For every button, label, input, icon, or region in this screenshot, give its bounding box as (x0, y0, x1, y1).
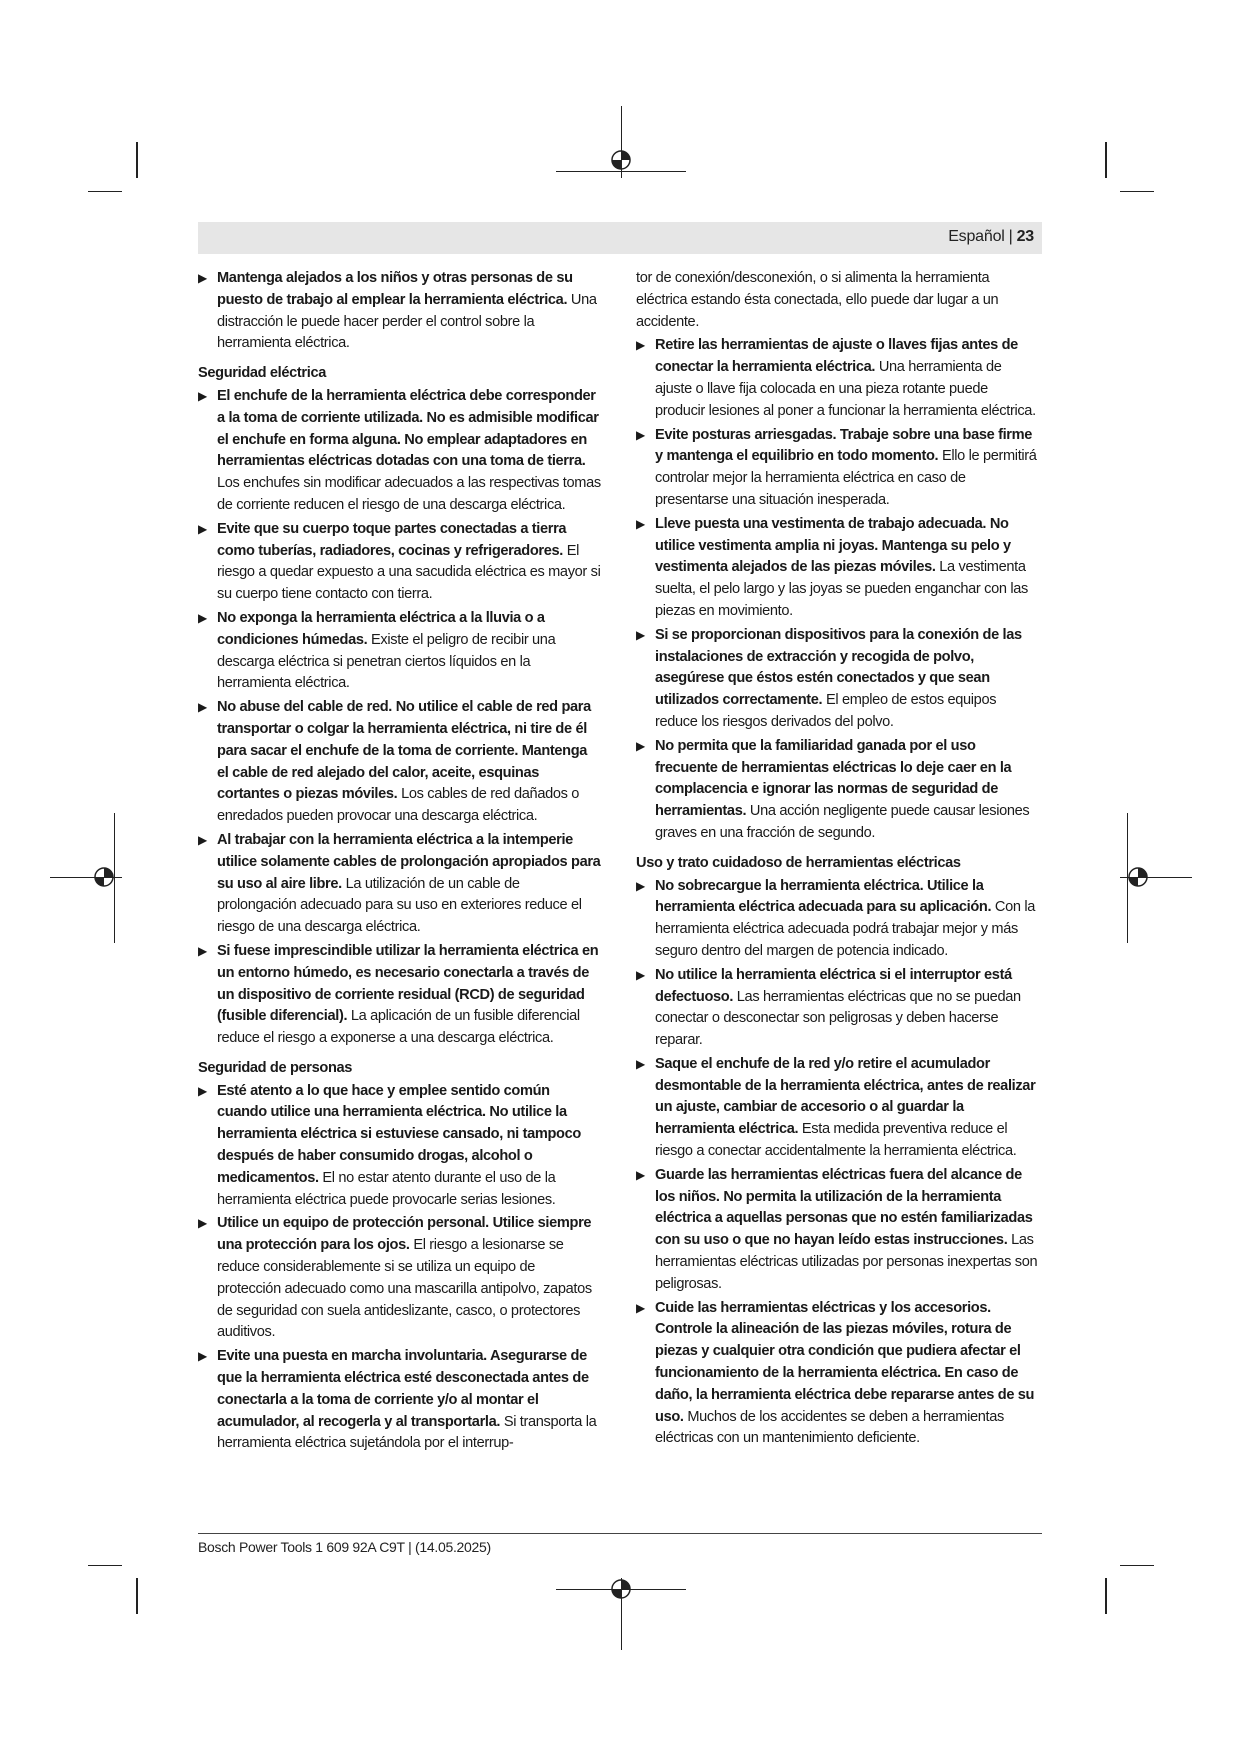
item-bold: No sobrecargue la herramienta eléctrica. Utilice la herramienta eléctrica adecuada para su aplicación. (655, 877, 992, 916)
safety-item (636, 1165, 1040, 1296)
item-bold: Evite una puesta en marcha involuntaria. Asegurarse de que la herramienta eléctrica esté desconectada antes de conectarla a la toma de corriente y/o al montar el acumulador, al recogerla y al transportarla. (217, 1348, 589, 1430)
bullet-icon: ▶ (198, 700, 207, 715)
crop-mark (1120, 1565, 1154, 1566)
item-bold: Utilice un equipo de protección personal. Utilice siempre una protección para los ojos. (217, 1215, 592, 1254)
item-text: El riesgo a lesionarse se reduce considerablemente si se utiliza un equipo de protección adecuado como una mascarilla antipolvo, zapatos de seguridad con suela antideslizante, casco, o protectores auditivos. (217, 1237, 592, 1341)
item-text: Las herramientas eléctricas utilizadas por personas inexpertas son peligrosas. (655, 1232, 1038, 1292)
footer-text: Bosch Power Tools 1 609 92A C9T | (14.05.2025) (198, 1539, 491, 1555)
item-bold: Evite posturas arriesgadas. Trabaje sobre una base firme y mantenga el equilibrio en todo momento. (655, 426, 1033, 465)
bullet-icon: ▶ (636, 738, 645, 753)
item-text: Muchos de los accidentes se deben a herramientas eléctricas con un mantenimiento deficiente. (655, 1408, 1004, 1447)
item-text: Los enchufes sin modificar adecuados a las respectivas tomas de corriente reducen el riesgo de una descarga eléctrica. (217, 475, 601, 513)
bullet-icon: ▶ (636, 516, 645, 531)
safety-item (198, 519, 602, 606)
item-bold: Si fuese imprescindible utilizar la herramienta eléctrica en un entorno húmedo, es necesario conectarla a través de un dispositivo de corriente residual (RCD) de seguridad (fusible diferencial). (217, 942, 599, 1025)
footer-rule (198, 1533, 1042, 1534)
section-heading: Uso y trato cuidadoso de herramientas eléctricas (636, 854, 961, 871)
item-text: Si transporta la herramienta eléctrica sujetándola por el interrup- (217, 1413, 597, 1452)
item-bold: Guarde las herramientas eléctricas fuera del alcance de los niños. No permita la utilización de la herramienta eléctrica a aquellas personas que no estén familiarizadas con su uso o que no hayan leído estas instrucciones. (655, 1166, 1033, 1249)
safety-item (198, 697, 602, 828)
safety-item (198, 1081, 602, 1212)
item-text: Ello le permitirá controlar mejor la herramienta eléctrica en caso de presentarse una situación inesperada. (655, 448, 1037, 508)
item-bold: No abuse del cable de red. No utilice el cable de red para transportar o colgar la herramienta eléctrica, ni tire de él para sacar el enchufe de la toma de corriente. Mantenga el cable de red alejado del calor, aceite, esquinas cortantes o piezas móviles. (217, 699, 591, 803)
item-bold: Saque el enchufe de la red y/o retire el acumulador desmontable de la herramienta eléctrica, antes de realizar un ajuste, cambiar de accesorio o al guardar la herramienta eléctrica. (655, 1055, 1036, 1138)
item-bold: Al trabajar con la herramienta eléctrica a la intemperie utilice solamente cables de prolongación apropiados para su uso al aire libre. (217, 831, 601, 892)
item-text: Esta medida preventiva reduce el riesgo a conectar accidentalmente la herramienta eléctrica. (655, 1121, 1017, 1160)
bullet-icon: ▶ (636, 338, 645, 353)
item-text: El no estar atento durante el uso de la herramienta eléctrica puede provocarle serias lesiones. (217, 1169, 556, 1208)
item-text: Una herramienta de ajuste o llave fija colocada en una pieza rotante puede producir lesiones al poner a funcionar la herramienta eléctrica. (655, 359, 1036, 419)
safety-item (636, 1054, 1040, 1163)
section-heading: Seguridad de personas (198, 1059, 353, 1076)
safety-item (198, 941, 602, 1050)
safety-item (636, 1298, 1040, 1451)
item-text: Con la herramienta eléctrica adecuada podrá trabajar mejor y más seguro dentro del margen de potencia indicado. (655, 899, 1035, 959)
bullet-icon: ▶ (198, 610, 207, 625)
crop-mark (1105, 1578, 1107, 1614)
bullet-icon: ▶ (198, 521, 207, 536)
registration-target-icon (610, 149, 632, 171)
safety-item (198, 1213, 602, 1344)
safety-item (636, 965, 1040, 1052)
item-text: Una acción negligente puede causar lesiones graves en una fracción de segundo. (655, 803, 1030, 841)
registration-line (556, 171, 686, 172)
item-bold: Si se proporcionan dispositivos para la conexión de las instalaciones de extracción y recogida de polvo, asegúrese que éstos estén conectados y que sean utilizados correctamente. (655, 626, 1022, 709)
registration-target-icon (93, 866, 115, 888)
page-number: 23 (1016, 228, 1034, 245)
crop-mark (88, 191, 122, 192)
safety-item (636, 625, 1040, 734)
bullet-icon: ▶ (198, 832, 207, 847)
safety-item (636, 514, 1040, 623)
safety-item (198, 608, 602, 695)
header-section: Español (948, 228, 1005, 245)
safety-item (636, 335, 1040, 422)
section-heading: Seguridad eléctrica (198, 365, 326, 382)
bullet-icon: ▶ (198, 1349, 207, 1364)
safety-item (198, 386, 602, 517)
crop-mark (136, 142, 138, 178)
bullet-icon: ▶ (636, 878, 645, 893)
bullet-icon: ▶ (636, 967, 645, 982)
safety-item (636, 736, 1040, 845)
bullet-icon: ▶ (198, 271, 207, 285)
crop-mark (136, 1578, 138, 1614)
item-bold: No utilice la herramienta eléctrica si el interruptor está defectuoso. (655, 966, 1012, 1005)
registration-target-icon (610, 1578, 632, 1600)
bullet-icon: ▶ (636, 1167, 645, 1182)
bullet-icon: ▶ (198, 1216, 207, 1231)
item-text: La vestimenta suelta, el pelo largo y las joyas se pueden enganchar con las piezas en movimiento. (655, 559, 1028, 619)
item-bold: Retire las herramientas de ajuste o llaves fijas antes de conectar la herramienta eléctrica. (655, 337, 1018, 376)
item-bold: Cuide las herramientas eléctricas y los accesorios. Controle la alineación de las piezas móviles, rotura de piezas y cualquier otra condición que pudiera afectar el funcionamiento de la herramienta eléctrica. En caso de daño, la herramienta eléctrica debe repararse antes de su uso. (655, 1299, 1035, 1425)
crop-mark (1105, 142, 1107, 178)
item-bold: No permita que la familiaridad ganada por el uso frecuente de herramientas eléctricas lo deje caer en la complacencia e ignorar las normas de seguridad de herramientas. (655, 737, 1012, 820)
continuation-text: tor de conexión/desconexión, o si alimenta la herramienta eléctrica estando ésta conectada, ello puede dar lugar a un accidente. (636, 270, 999, 330)
crop-mark (88, 1565, 122, 1566)
item-bold: Lleve puesta una vestimenta de trabajo adecuada. No utilice vestimenta amplia ni joyas. Mantenga su pelo y vestimenta alejados de las piezas móviles. (655, 515, 1011, 576)
item-bold: El enchufe de la herramienta eléctrica debe corresponder a la toma de corriente utilizada. No es admisible modificar el enchufe en forma alguna. No emplear adaptadores en herramientas eléctricas dotadas con una toma de tierra. (217, 387, 599, 470)
item-text: La aplicación de un fusible diferencial reduce el riesgo a exponerse a una descarga eléctrica. (217, 1008, 580, 1047)
crop-mark (1120, 191, 1154, 192)
item-text: Una distracción le puede hacer perder el control sobre la herramienta eléctrica. (217, 291, 597, 352)
item-bold: Mantenga alejados a los niños y otras personas de su puesto de trabajo al emplear la herramienta eléctrica. (217, 270, 573, 308)
bullet-icon: ▶ (636, 1300, 645, 1315)
bullet-icon: ▶ (636, 427, 645, 442)
bullet-icon: ▶ (198, 1083, 207, 1098)
item-text: La utilización de un cable de prolongación adecuado para su uso en exteriores reduce el riesgo de una descarga eléctrica. (217, 875, 582, 936)
right-column (636, 268, 1040, 1452)
bullet-icon: ▶ (636, 1056, 645, 1071)
item-text: Las herramientas eléctricas que no se puedan conectar o desconectar son peligrosas y deben hacerse reparar. (655, 988, 1021, 1049)
item-bold: Evite que su cuerpo toque partes conectadas a tierra como tuberías, radiadores, cocinas y refrigeradores. (217, 520, 567, 559)
bullet-icon: ▶ (198, 388, 207, 403)
bullet-icon: ▶ (198, 943, 207, 958)
safety-item (636, 876, 1040, 963)
safety-item (198, 1346, 602, 1455)
item-text: El riesgo a quedar expuesto a una sacudida eléctrica es mayor si su cuerpo tiene contacto con tierra. (217, 542, 601, 603)
item-text: El empleo de estos equipos reduce los riesgos derivados del polvo. (655, 692, 997, 730)
registration-target-icon (1127, 866, 1149, 888)
safety-item (198, 830, 602, 939)
item-bold: Esté atento a lo que hace y emplee sentido común cuando utilice una herramienta eléctrica. No utilice la herramienta eléctrica si estuviese cansado, ni tampoco después de haber consumido drogas, alcohol o medicamentos. (217, 1082, 581, 1186)
item-text: Existe el peligro de recibir una descarga eléctrica si penetran ciertos líquidos en la herramienta eléctrica. (217, 631, 556, 692)
item-text: Los cables de red dañados o enredados pueden provocar una descarga eléctrica. (217, 786, 580, 825)
bullet-icon: ▶ (636, 627, 645, 642)
left-column (198, 268, 602, 1457)
header-text: Español | 23 (948, 228, 1034, 245)
page-header (198, 222, 1042, 254)
safety-item (636, 425, 1040, 512)
safety-item (198, 268, 602, 355)
item-bold: No exponga la herramienta eléctrica a la lluvia o a condiciones húmedas. (217, 609, 545, 648)
